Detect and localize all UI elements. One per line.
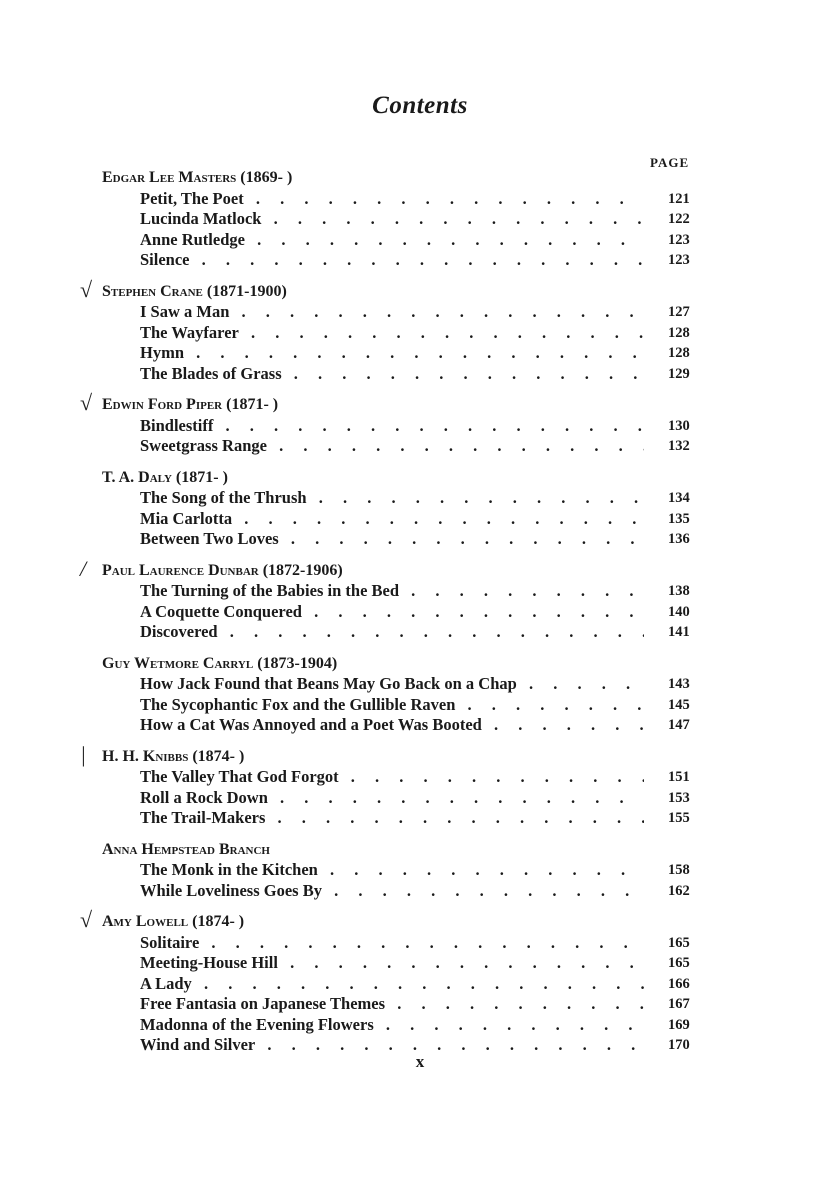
toc-entry[interactable] xyxy=(0,622,840,643)
toc-entry[interactable] xyxy=(0,343,840,364)
author-name: Guy Wetmore Carryl (1873-1904) xyxy=(102,654,338,672)
author-name: Paul Laurence Dunbar (1872-1906) xyxy=(102,561,343,579)
entry-title: Sweetgrass Range . . . xyxy=(140,436,644,457)
toc-entry[interactable] xyxy=(0,994,840,1015)
entry-page-number: 132 xyxy=(668,438,690,454)
author-heading xyxy=(0,907,840,933)
toc-entry[interactable] xyxy=(0,602,840,623)
entry-page-number: 143 xyxy=(668,676,690,692)
toc-entry[interactable] xyxy=(0,323,840,344)
toc-entry[interactable] xyxy=(0,788,840,809)
toc-entry[interactable] xyxy=(0,860,840,881)
entry-title: Bindlestiff . . . xyxy=(140,416,644,437)
entry-page-number: 135 xyxy=(668,510,690,527)
entry-title: Petit, The Poet . . . xyxy=(140,189,644,210)
author-heading xyxy=(0,654,840,675)
entry-page-number: 165 xyxy=(668,955,690,971)
entry-title: Mia Carlotta . . . xyxy=(140,509,644,530)
entry-page-number: 121 xyxy=(668,190,690,207)
author-name: T. A. Daly (1871- ) xyxy=(102,468,228,486)
entry-page-number: 167 xyxy=(668,996,690,1012)
toc-entry[interactable] xyxy=(0,529,840,550)
toc-entry[interactable] xyxy=(0,189,840,210)
author-name: Amy Lowell (1874- ) xyxy=(102,913,245,930)
author-name: Edgar Lee Masters (1869- ) xyxy=(102,169,293,186)
toc-entry[interactable] xyxy=(0,209,840,230)
table-of-contents xyxy=(0,168,840,1056)
page-column-label: PAGE xyxy=(650,155,690,170)
entry-page-number: 141 xyxy=(668,624,690,640)
toc-entry[interactable] xyxy=(0,953,840,974)
entry-title: Roll a Rock Down . . . xyxy=(140,788,644,809)
toc-entry[interactable] xyxy=(0,230,840,251)
entry-title: The Song of the Thrush . . . xyxy=(140,488,644,509)
toc-entry[interactable] xyxy=(0,674,840,695)
entry-title: How Jack Found that Beans May Go Back on a Chap . . . xyxy=(140,674,644,695)
toc-entry[interactable] xyxy=(0,695,840,716)
author-name: H. H. Knibbs (1874- ) xyxy=(102,747,245,765)
toc-entry[interactable] xyxy=(0,767,840,788)
toc-entry[interactable] xyxy=(0,436,840,457)
toc-entry[interactable] xyxy=(0,1015,840,1036)
entry-page-number: 158 xyxy=(668,862,690,878)
entry-page-number: 123 xyxy=(668,231,690,248)
entry-page-number: 136 xyxy=(668,531,690,547)
entry-page-number: 145 xyxy=(668,696,690,713)
check-mark: / xyxy=(80,555,87,581)
entry-title: Hymn . . . xyxy=(140,343,644,364)
entry-title: Lucinda Matlock . . . xyxy=(140,209,644,230)
entry-page-number: 169 xyxy=(668,1016,690,1033)
toc-entry[interactable] xyxy=(0,881,840,902)
entry-page-number: 162 xyxy=(668,882,690,899)
entry-page-number: 151 xyxy=(668,769,690,785)
toc-entry[interactable] xyxy=(0,250,840,271)
entry-page-number: 155 xyxy=(668,810,690,826)
entry-page-number: 129 xyxy=(668,365,690,382)
check-mark: √ xyxy=(80,907,93,932)
author-name: Anna Hempstead Branch xyxy=(102,840,270,858)
entry-page-number: 138 xyxy=(668,583,690,599)
entry-page-number: 166 xyxy=(668,975,690,992)
entry-title: Free Fantasia on Japanese Themes . . . xyxy=(140,994,644,1015)
entry-page-number: 130 xyxy=(668,417,690,434)
entry-title: A Coquette Conquered . . . xyxy=(140,602,644,623)
entry-title: The Sycophantic Fox and the Gullible Raven . . . xyxy=(140,695,644,716)
toc-entry[interactable] xyxy=(0,974,840,995)
entry-title: Wind and Silver . . . xyxy=(140,1035,644,1056)
author-heading xyxy=(0,840,840,861)
author-heading xyxy=(0,168,840,189)
entry-title: The Monk in the Kitchen . . . xyxy=(140,860,644,881)
entry-title: Discovered . . . xyxy=(140,622,644,643)
check-mark: √ xyxy=(80,390,93,415)
entry-title: Solitaire . . . xyxy=(140,933,644,954)
check-mark: √ xyxy=(80,276,93,302)
author-heading xyxy=(0,741,840,768)
entry-page-number: 170 xyxy=(668,1037,690,1053)
check-mark: | xyxy=(80,741,87,767)
entry-title: A Lady . . . xyxy=(140,974,644,995)
entry-page-number: 134 xyxy=(668,490,690,506)
entry-title: Anne Rutledge . . . xyxy=(140,230,644,251)
toc-entry[interactable] xyxy=(0,581,840,602)
toc-entry[interactable] xyxy=(0,488,840,509)
entry-page-number: 140 xyxy=(668,603,690,620)
page-title: Contents xyxy=(372,92,468,119)
entry-title: Between Two Loves . . . xyxy=(140,529,644,550)
entry-title: Silence . . . xyxy=(140,250,644,271)
entry-page-number: 128 xyxy=(668,345,690,361)
author-heading xyxy=(0,390,840,416)
author-name: Edwin Ford Piper (1871- ) xyxy=(102,396,279,413)
toc-entry[interactable] xyxy=(0,808,840,829)
entry-page-number: 128 xyxy=(668,324,690,341)
entry-page-number: 127 xyxy=(668,304,690,320)
entry-title: Madonna of the Evening Flowers . . . xyxy=(140,1015,644,1036)
entry-title: The Trail-Makers . . . xyxy=(140,808,644,829)
author-heading xyxy=(0,468,840,489)
toc-entry[interactable] xyxy=(0,509,840,530)
toc-entry[interactable] xyxy=(0,715,840,736)
entry-title: I Saw a Man . . . xyxy=(140,302,644,323)
entry-page-number: 153 xyxy=(668,789,690,806)
toc-entry[interactable] xyxy=(0,302,840,323)
entry-page-number: 123 xyxy=(668,252,690,268)
author-heading xyxy=(0,276,840,303)
page-number: x xyxy=(415,1052,425,1071)
entry-title: Meeting-House Hill . . . xyxy=(140,953,644,974)
entry-title: The Valley That God Forgot . . . xyxy=(140,767,644,788)
entry-title: The Turning of the Babies in the Bed . . . xyxy=(140,581,644,602)
author-name: Stephen Crane (1871-1900) xyxy=(102,282,287,300)
entry-title: The Wayfarer . . . xyxy=(140,323,644,344)
entry-page-number: 122 xyxy=(668,211,690,227)
toc-entry[interactable] xyxy=(0,933,840,954)
entry-page-number: 165 xyxy=(668,934,690,951)
entry-title: While Loveliness Goes By . . . xyxy=(140,881,644,902)
toc-entry[interactable] xyxy=(0,416,840,437)
entry-title: The Blades of Grass . . . xyxy=(140,364,644,385)
toc-entry[interactable] xyxy=(0,364,840,385)
entry-title: How a Cat Was Annoyed and a Poet Was Booted . . . xyxy=(140,715,644,736)
author-heading xyxy=(0,555,840,582)
entry-page-number: 147 xyxy=(668,717,690,733)
